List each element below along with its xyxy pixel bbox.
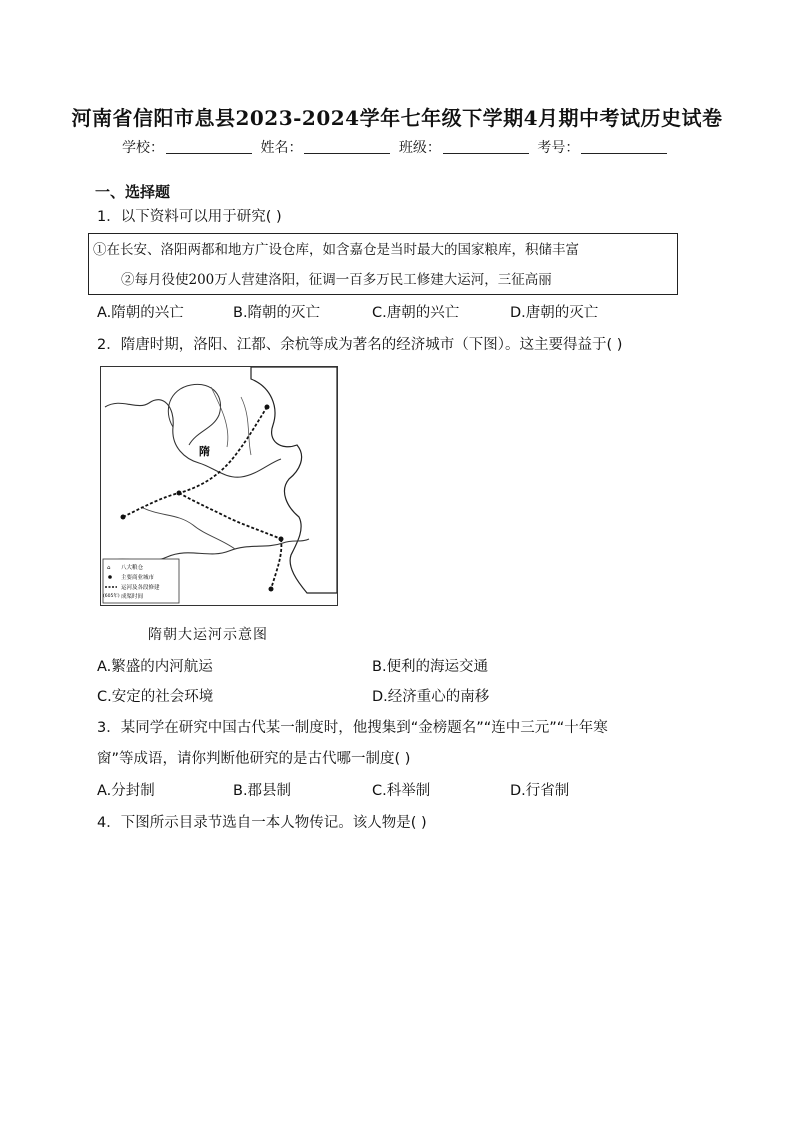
legend-item-granary: 八大粮仓 (121, 565, 144, 571)
city-luoyang-marker (177, 491, 182, 496)
legend-item-year: (605年) (103, 594, 120, 599)
tongji-canal (179, 493, 281, 539)
class-label: 班级： (398, 140, 441, 156)
question-3-option-b[interactable]: B.郡县制 (233, 783, 292, 799)
class-blank[interactable] (443, 139, 529, 154)
grand-canal-map (100, 366, 338, 606)
question-3-option-d[interactable]: D.行省制 (510, 783, 570, 799)
city-zhuo-marker (265, 405, 270, 410)
question-1-material-box (88, 233, 678, 295)
question-1-option-b[interactable]: B.隋朝的灭亡 (233, 305, 321, 321)
legend-item-canal: 运河及各段修建 (121, 585, 160, 591)
map-country-label: 隋 (199, 445, 210, 458)
map-caption: 隋朝大运河示意图 (148, 627, 268, 643)
question-1-option-d[interactable]: D.唐朝的灭亡 (510, 305, 599, 321)
student-info-line (122, 137, 671, 157)
exam-title: 河南省信阳市息县2023-2024学年七年级下学期4月期中考试历史试卷 (71, 106, 723, 130)
question-3-stem-line-1: 3．某同学在研究中国古代某一制度时，他搜集到“金榜题名”“连中三元”“十年寒 (97, 720, 608, 736)
jiangnan-canal (271, 539, 281, 589)
coastline (251, 367, 337, 593)
svg-text:⌂: ⌂ (107, 565, 111, 571)
name-blank[interactable] (304, 139, 390, 154)
question-1-option-c[interactable]: C.唐朝的兴亡 (372, 305, 460, 321)
question-2-option-a[interactable]: A.繁盛的内河航运 (97, 659, 213, 675)
name-label: 姓名： (260, 140, 303, 156)
legend-item-time: 成渠时间 (121, 594, 144, 600)
material-line-1: ①在长安、洛阳两都和地方广设仓库，如含嘉仓是当时最大的国家粮库，积储丰富 (93, 242, 579, 258)
question-3-option-c[interactable]: C.科举制 (372, 783, 431, 799)
school-blank[interactable] (166, 139, 252, 154)
question-2-option-c[interactable]: C.安定的社会环境 (97, 689, 214, 705)
question-1-option-a[interactable]: A.隋朝的兴亡 (97, 305, 184, 321)
question-1-stem: 1．以下资料可以用于研究( ) (97, 209, 282, 225)
question-3-option-a[interactable]: A.分封制 (97, 783, 155, 799)
map-drawing (101, 367, 337, 605)
city-changan-marker (121, 515, 126, 520)
exam-number-label: 考号： (537, 140, 580, 156)
yellow-river (105, 400, 281, 478)
river-bend (168, 384, 220, 445)
question-2-option-d[interactable]: D.经济重心的南移 (372, 689, 490, 705)
question-3-stem-line-2: 窗”等成语，请你判断他研究的是古代哪一制度( ) (97, 751, 411, 767)
question-4-stem: 4．下图所示目录节选自一本人物传记。该人物是( ) (97, 815, 427, 831)
material-line-2: ②每月役使200万人营建洛阳，征调一百多万民工修建大运河，三征高丽 (121, 272, 552, 288)
question-2-option-b[interactable]: B.便利的海运交通 (372, 659, 489, 675)
river-small-1 (211, 387, 228, 447)
city-jiangdu-marker (279, 537, 284, 542)
section-title: 一、选择题 (95, 183, 171, 201)
city-yuhang-marker (269, 587, 274, 592)
school-label: 学校： (122, 140, 164, 156)
legend-item-city: 主要商业城市 (121, 575, 155, 581)
question-2-stem: 2．隋唐时期，洛阳、江都、余杭等成为著名的经济城市（下图）。这主要得益于( ) (97, 337, 623, 353)
exam-number-blank[interactable] (581, 139, 667, 154)
